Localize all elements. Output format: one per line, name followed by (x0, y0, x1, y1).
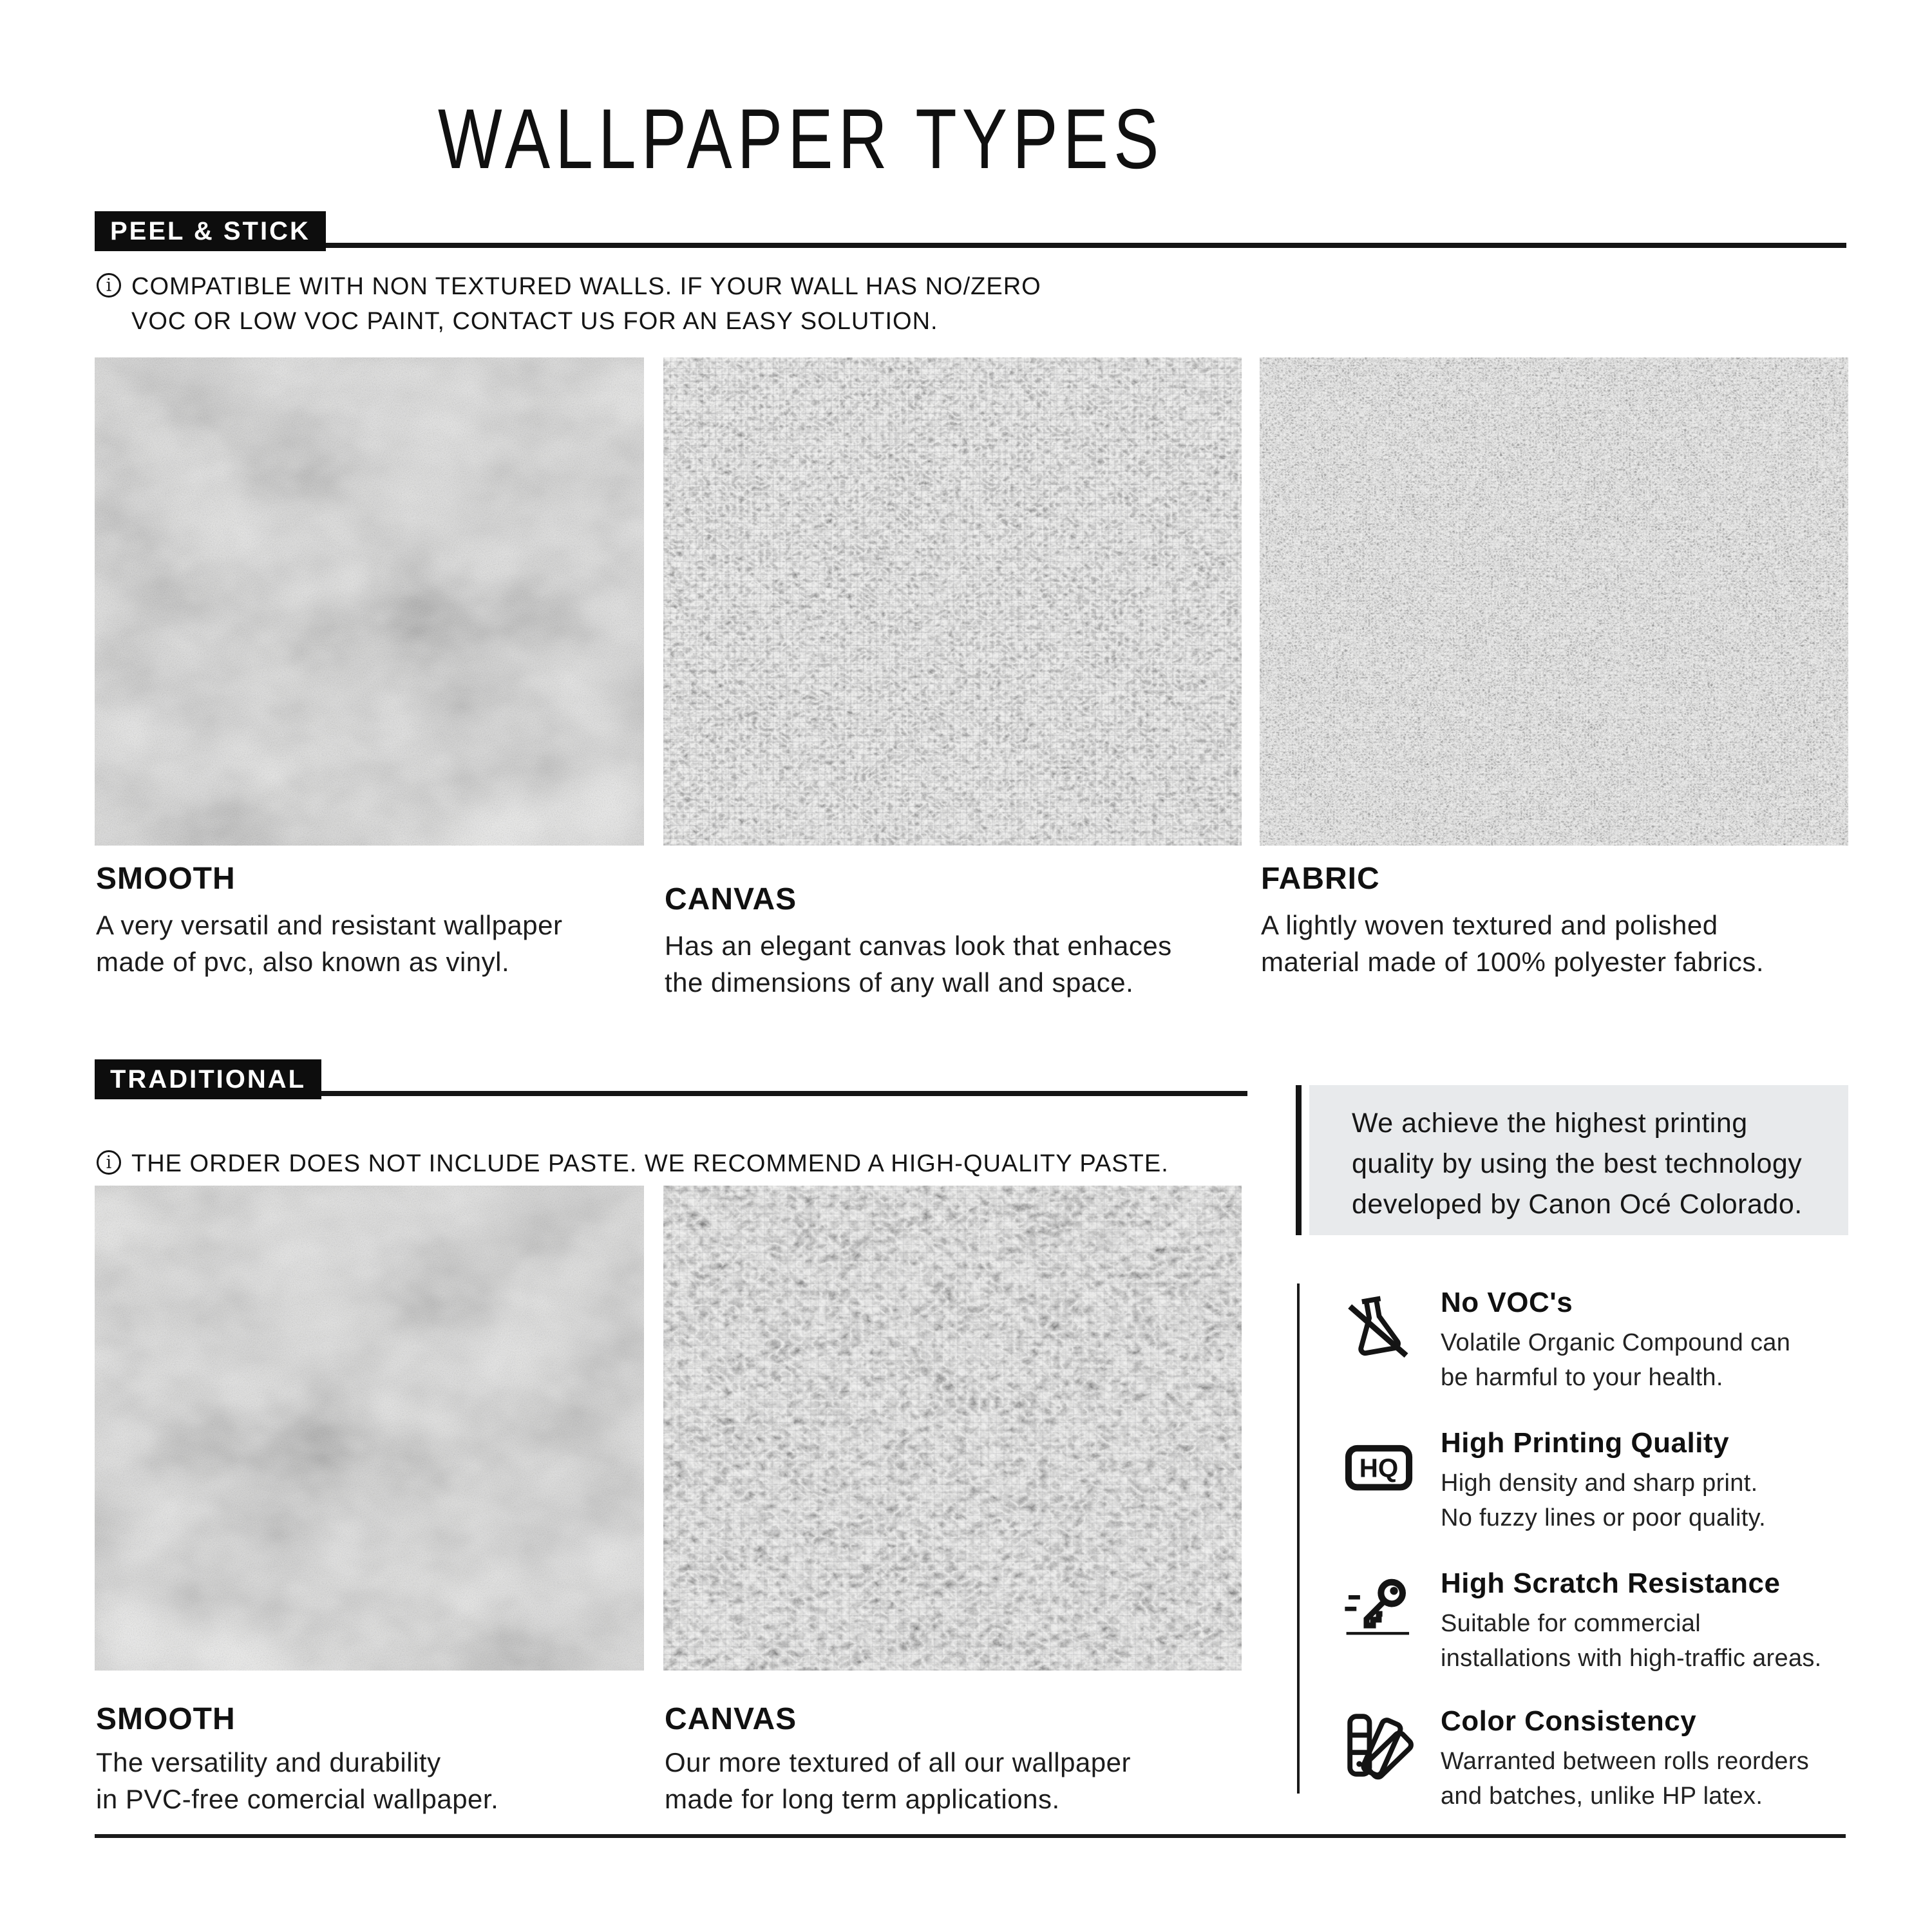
texture-swatch-smooth-peel (95, 357, 644, 846)
traditional-badge: TRADITIONAL (95, 1059, 321, 1099)
panel-accent-bar (1296, 1085, 1302, 1235)
swatch-desc-canvas-traditional (665, 1744, 1131, 1817)
feature-title: High Scratch Resistance (1441, 1567, 1781, 1599)
panel-line: developed by Canon Océ Colorado. (1352, 1189, 1803, 1220)
peel-stick-divider (95, 243, 1846, 248)
note-line: THE ORDER DOES NOT INCLUDE PASTE. WE RECOMMEND A HIGH-QUALITY PASTE. (131, 1150, 1169, 1177)
color-swatches-icon (1343, 1709, 1415, 1781)
peel-stick-badge: PEEL & STICK (95, 211, 326, 251)
desc-line: A very versatil and resistant wallpaper (96, 910, 563, 940)
feature-desc-line: be harmful to your health. (1441, 1364, 1723, 1391)
texture-swatch-fabric-peel (1260, 357, 1848, 846)
swatch-title-smooth: SMOOTH (96, 862, 236, 896)
desc-line: material made of 100% polyester fabrics. (1261, 947, 1765, 977)
desc-line: The versatility and durability (96, 1747, 441, 1777)
feature-title: No VOC's (1441, 1287, 1573, 1318)
feature-desc-line: No fuzzy lines or poor quality. (1441, 1504, 1766, 1531)
no-voc-flask-icon (1343, 1291, 1415, 1363)
feature-desc-line: Volatile Organic Compound can (1441, 1329, 1791, 1356)
swatch-desc-canvas (665, 927, 1172, 1001)
desc-line: Has an elegant canvas look that enhaces (665, 931, 1172, 961)
panel-line: We achieve the highest printing (1352, 1108, 1748, 1139)
desc-line: the dimensions of any wall and space. (665, 967, 1134, 998)
texture-swatch-canvas-traditional (663, 1186, 1242, 1671)
note-line: COMPATIBLE WITH NON TEXTURED WALLS. IF YOUR WALL HAS NO/ZERO (131, 273, 1041, 300)
feature-desc-line: Suitable for commercial (1441, 1610, 1701, 1637)
desc-line: made of pvc, also known as vinyl. (96, 947, 510, 977)
sidebar-separator (1297, 1283, 1300, 1794)
feature-title: High Printing Quality (1441, 1427, 1730, 1459)
feature-title: Color Consistency (1441, 1705, 1697, 1737)
desc-line: in PVC-free comercial wallpaper. (96, 1784, 499, 1814)
quality-panel (1309, 1085, 1848, 1235)
info-icon: i (97, 273, 121, 298)
desc-line: made for long term applications. (665, 1784, 1060, 1814)
swatch-desc-fabric (1261, 907, 1764, 980)
note-line: VOC OR LOW VOC PAINT, CONTACT US FOR AN EASY SOLUTION. (131, 308, 938, 335)
swatch-title-fabric: FABRIC (1261, 862, 1380, 896)
canvas-weave-overlay (663, 357, 1242, 846)
texture-swatch-canvas-peel (663, 357, 1242, 846)
swatch-title-canvas: CANVAS (665, 882, 797, 916)
swatch-title-canvas-traditional: CANVAS (665, 1702, 797, 1736)
hq-badge-icon (1343, 1431, 1415, 1503)
peel-stick-note (131, 269, 1041, 339)
bottom-divider (95, 1834, 1846, 1838)
panel-line: quality by using the best technology (1352, 1148, 1803, 1179)
page-title: WALLPAPER TYPES (438, 91, 1164, 186)
swatch-title-smooth-traditional: SMOOTH (96, 1702, 236, 1736)
key-scratch-icon (1343, 1571, 1415, 1643)
svg-text:HQ: HQ (1359, 1453, 1399, 1483)
traditional-note (131, 1146, 1169, 1181)
swatch-desc-smooth-traditional (96, 1744, 498, 1817)
feature-desc-line: and batches, unlike HP latex. (1441, 1783, 1763, 1810)
fabric-weave-overlay (1260, 357, 1848, 846)
texture-swatch-smooth-traditional (95, 1186, 644, 1671)
feature-desc-line: installations with high-traffic areas. (1441, 1645, 1822, 1672)
rough-canvas-weave-overlay (663, 1186, 1242, 1671)
feature-desc-line: High density and sharp print. (1441, 1470, 1758, 1497)
desc-line: A lightly woven textured and polished (1261, 910, 1718, 940)
desc-line: Our more textured of all our wallpaper (665, 1747, 1131, 1777)
feature-desc-line: Warranted between rolls reorders (1441, 1748, 1810, 1775)
info-icon: i (97, 1150, 121, 1175)
swatch-desc-smooth (96, 907, 563, 980)
